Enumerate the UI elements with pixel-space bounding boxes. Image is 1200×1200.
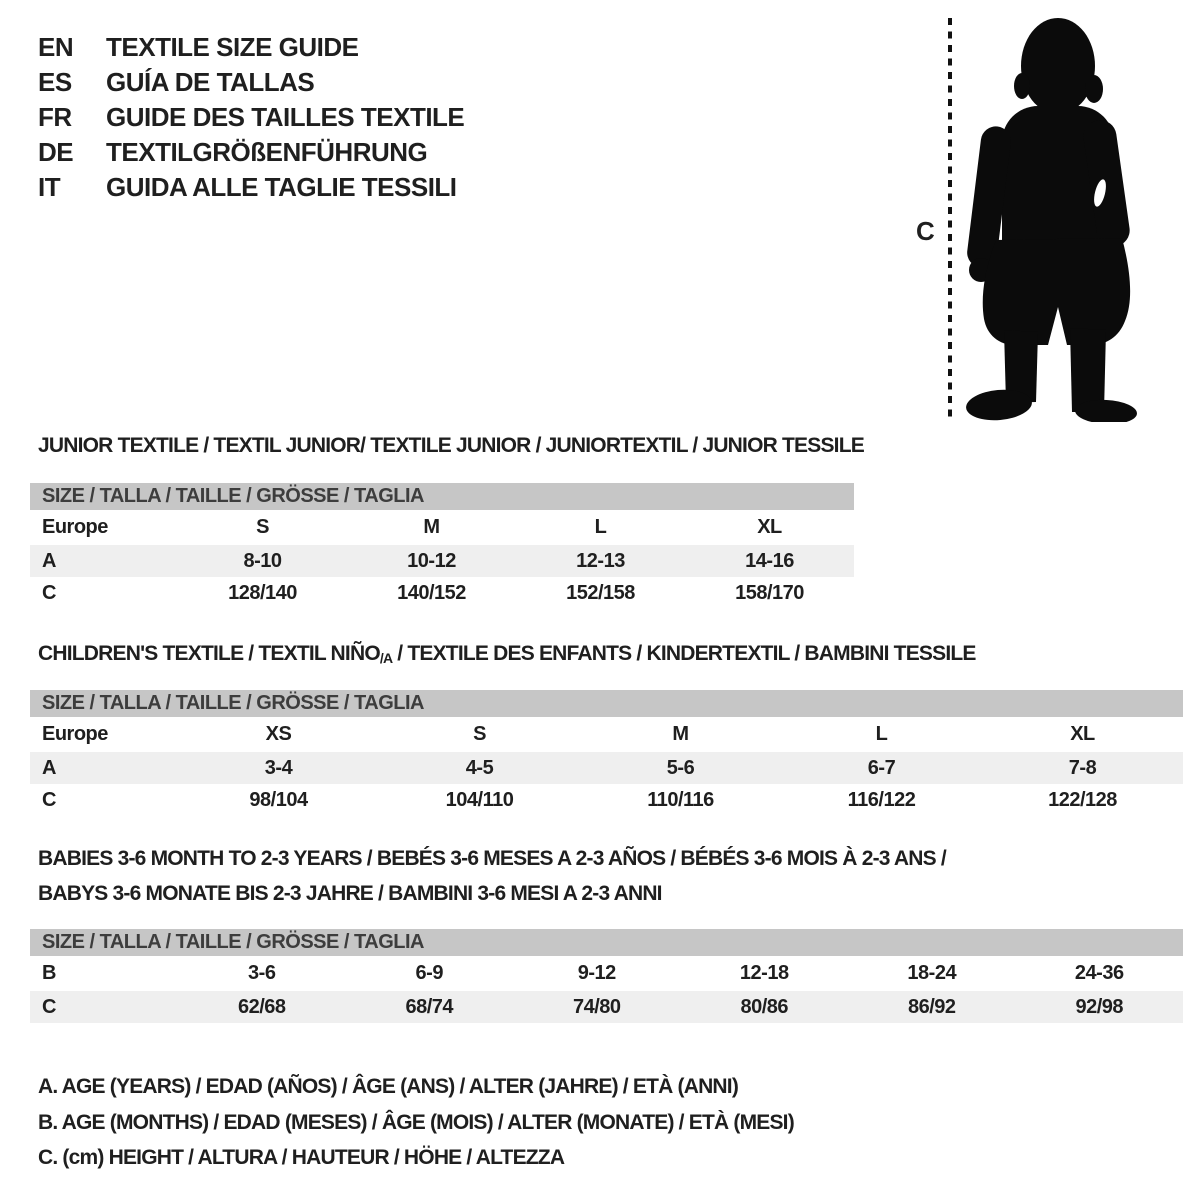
children-title-part2: / TEXTILE DES ENFANTS / KINDERTEXTIL / BAMBINI TESSILE <box>392 642 976 665</box>
size-cell: 6-9 <box>415 962 443 984</box>
legend-line-c: C. (cm) HEIGHT / ALTURA / HAUTEUR / HÖHE / ALTEZZA <box>38 1146 565 1169</box>
size-cell: 92/98 <box>1016 991 1184 1023</box>
children-size-table <box>30 690 1183 816</box>
row-label: A <box>30 752 178 784</box>
size-cell: 12-18 <box>739 962 789 984</box>
size-cell: 158/170 <box>735 581 804 604</box>
table-row-height <box>30 784 1183 816</box>
size-cell: L <box>875 723 888 745</box>
size-cell: 68/74 <box>346 991 514 1023</box>
size-cell: 18-24 <box>907 962 957 984</box>
size-cell: L <box>594 516 607 538</box>
language-code: ES <box>38 67 72 97</box>
size-cell: 10-12 <box>347 545 516 577</box>
size-cell: M <box>672 723 689 745</box>
language-row-it <box>38 170 464 205</box>
size-cell: M <box>423 516 440 538</box>
size-header-label: SIZE / TALLA / TAILLE / GRÖSSE / TAGLIA <box>30 929 1183 956</box>
size-cell: 6-7 <box>781 752 982 784</box>
language-title-block <box>38 30 464 205</box>
size-cell: 4-5 <box>379 752 580 784</box>
size-header-label: SIZE / TALLA / TAILLE / GRÖSSE / TAGLIA <box>30 483 854 510</box>
table-row-europe <box>30 717 1183 752</box>
babies-section-title <box>38 841 946 911</box>
height-measure-label: C <box>916 216 935 246</box>
size-cell: 128/140 <box>228 581 297 604</box>
size-cell: 14-16 <box>685 545 854 577</box>
guide-title-es: GUÍA DE TALLAS <box>106 67 315 97</box>
language-row-de <box>38 135 464 170</box>
guide-title-it: GUIDA ALLE TAGLIE TESSILI <box>106 172 457 202</box>
size-header-row <box>30 483 854 510</box>
size-cell: 74/80 <box>513 991 681 1023</box>
size-cell: 80/86 <box>681 991 849 1023</box>
children-title-part1: CHILDREN'S TEXTILE / TEXTIL NIÑO <box>38 642 380 665</box>
table-row-age <box>30 752 1183 784</box>
baby-silhouette-icon <box>965 18 1138 422</box>
size-cell: 104/110 <box>445 788 514 811</box>
row-label: Europe <box>42 723 108 745</box>
legend-line-b: B. AGE (MONTHS) / EDAD (MESES) / ÂGE (MOIS) / ALTER (MONATE) / ETÀ (MESI) <box>38 1110 794 1134</box>
size-cell: 140/152 <box>397 581 466 604</box>
table-row-height <box>30 577 854 609</box>
size-cell: 62/68 <box>178 991 346 1023</box>
children-title-subscript: /A <box>379 650 393 666</box>
junior-size-table <box>30 483 854 609</box>
language-code: IT <box>38 172 61 202</box>
language-code: FR <box>38 102 72 132</box>
size-cell: XL <box>757 516 782 538</box>
size-cell: XS <box>265 723 292 745</box>
size-header-label: SIZE / TALLA / TAILLE / GRÖSSE / TAGLIA <box>30 690 1183 717</box>
baby-height-figure <box>936 10 1150 422</box>
size-cell: 24-36 <box>1074 962 1124 984</box>
language-row-fr <box>38 100 464 135</box>
babies-size-table <box>30 929 1183 1023</box>
junior-section-title: JUNIOR TEXTILE / TEXTIL JUNIOR/ TEXTILE JUNIOR / JUNIORTEXTIL / JUNIOR TESSILE <box>38 434 864 457</box>
row-label: C <box>30 991 178 1023</box>
language-row-en <box>38 30 464 65</box>
size-cell: 152/158 <box>566 581 635 604</box>
row-label: C <box>42 581 56 604</box>
guide-title-de: TEXTILGRÖßENFÜHRUNG <box>106 137 428 167</box>
size-cell: 7-8 <box>982 752 1183 784</box>
language-code: EN <box>38 32 74 62</box>
size-cell: 8-10 <box>178 545 347 577</box>
babies-title-line2: BABYS 3-6 MONATE BIS 2-3 JAHRE / BAMBINI 3-6 MESI A 2-3 ANNI <box>38 882 662 905</box>
size-cell: 110/116 <box>647 788 714 811</box>
size-cell: 3-6 <box>248 962 276 984</box>
size-cell: 122/128 <box>1048 788 1117 811</box>
size-cell: S <box>473 723 486 745</box>
size-cell: 116/122 <box>847 788 916 811</box>
legend-line-a: A. AGE (YEARS) / EDAD (AÑOS) / ÂGE (ANS) / ALTER (JAHRE) / ETÀ (ANNI) <box>38 1075 739 1098</box>
size-cell: 12-13 <box>516 545 685 577</box>
measurement-legend <box>38 1069 794 1176</box>
guide-title-fr: GUIDE DES TAILLES TEXTILE <box>106 102 465 132</box>
size-cell: 3-4 <box>178 752 379 784</box>
table-row-height <box>30 991 1183 1023</box>
babies-title-line1: BABIES 3-6 MONTH TO 2-3 YEARS / BEBÉS 3-6 MESES A 2-3 AÑOS / BÉBÉS 3-6 MOIS À 2-3 ANS / <box>38 847 946 870</box>
size-cell: 86/92 <box>848 991 1016 1023</box>
row-label: B <box>42 962 56 984</box>
row-label: A <box>30 545 178 577</box>
language-row-es <box>38 65 464 100</box>
language-code: DE <box>38 137 74 167</box>
table-row-months <box>30 956 1183 991</box>
row-label: C <box>42 788 56 811</box>
size-cell: 98/104 <box>249 788 308 811</box>
row-label: Europe <box>42 516 108 538</box>
size-header-row <box>30 929 1183 956</box>
size-cell: S <box>256 516 269 538</box>
table-row-europe <box>30 510 854 545</box>
table-row-age <box>30 545 854 577</box>
size-cell: XL <box>1070 723 1095 745</box>
size-cell: 5-6 <box>580 752 781 784</box>
children-section-title <box>38 642 976 666</box>
size-cell: 9-12 <box>577 962 616 984</box>
size-header-row <box>30 690 1183 717</box>
guide-title-en: TEXTILE SIZE GUIDE <box>106 32 359 62</box>
